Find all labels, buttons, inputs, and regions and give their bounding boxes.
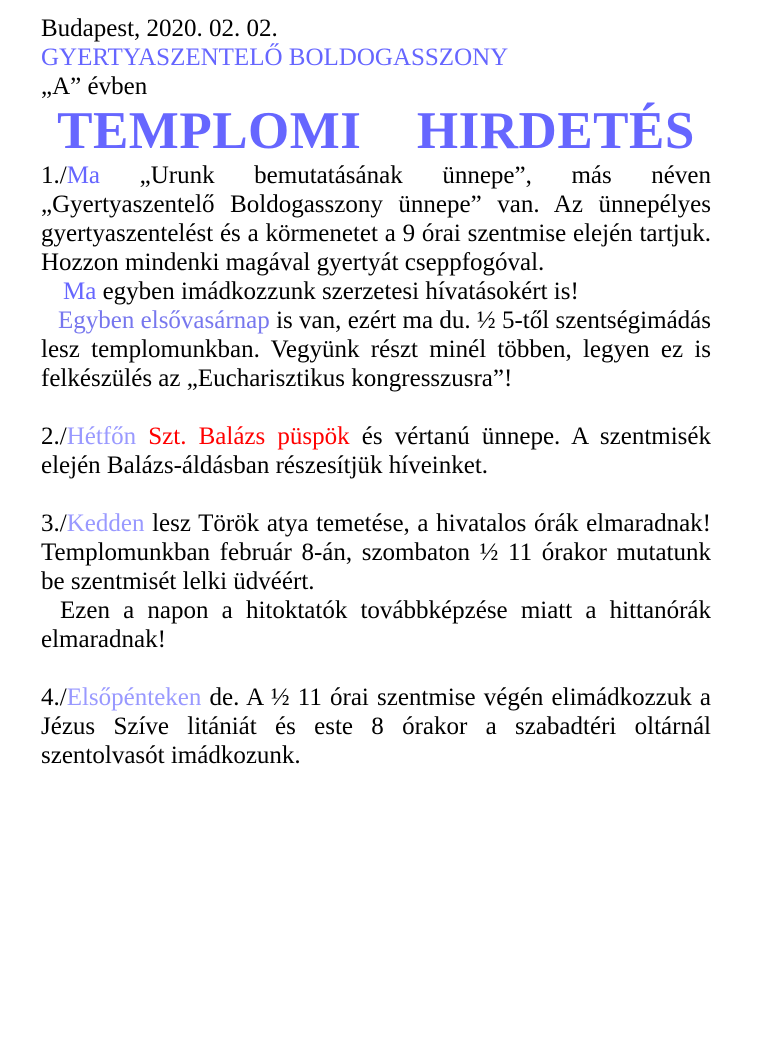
- spacer: [41, 654, 711, 683]
- item-keyword: Ma: [66, 162, 101, 189]
- item-keyword: Kedden: [66, 510, 145, 537]
- item-text: is van, ezért ma du. ½ 5-től szentségimádás lesz templomunkban. Vegyünk részt minél többen, legyen ez is felkészülés az „Eucharisztikus kongresszusra”!: [41, 307, 711, 392]
- item-keyword: Ma: [63, 278, 97, 305]
- item-text: lesz Török atya temetése, a hivatalos órák elmaradnak! Templomunkban február 8-án, szombaton ½ 11 órakor mutatunk be szentmisét lelki üdvéért.: [41, 510, 711, 595]
- item-4: [41, 683, 711, 770]
- announcement-page: [41, 14, 711, 770]
- item-1-sub-2: [41, 306, 711, 393]
- item-3-sub: [41, 596, 711, 654]
- item-text: és vértanú ünnepe. A szentmisék elején Balázs-áldásban részesítjük híveinket.: [41, 423, 711, 479]
- feast-name: GYERTYASZENTELŐ BOLDOGASSZONY: [41, 44, 509, 71]
- spacer: [41, 393, 711, 422]
- item-text: „Urunk bemutatásának ünnepe”, más néven „Gyertyaszentelő Boldogasszony ünnepe” van. Az ünnepélyes gyertyaszentelést és a körmenetet a 9 órai szentmise elején tartjuk. Hozzon mindenki magával gyertyát cseppfogóval.: [41, 162, 711, 276]
- item-3: [41, 509, 711, 596]
- item-1: [41, 161, 711, 277]
- item-1-sub-1: [41, 277, 711, 306]
- item-text: egyben imádkozzunk szerzetesi hívatásokért is!: [96, 278, 579, 305]
- item-number: 1./: [41, 162, 67, 189]
- date-line: Budapest, 2020. 02. 02.: [41, 15, 278, 42]
- spacer: [41, 480, 711, 509]
- item-number: 3./: [41, 510, 67, 537]
- item-text: de. A ½ 11 órai szentmise végén elimádkozzuk a Jézus Szíve litániát és este 8 órakor a szabadtéri oltárnál szentolvasót imádkozunk.: [41, 684, 711, 769]
- liturgical-year: „A” évben: [41, 73, 148, 100]
- item-2: [41, 422, 711, 480]
- item-keyword: Egyben elsővasárnap: [58, 307, 270, 334]
- page-title: TEMPLOMI HIRDETÉS: [57, 102, 695, 160]
- item-text: Ezen a napon a hitoktatók továbbképzése miatt a hittanórák elmaradnak!: [41, 597, 711, 653]
- item-keyword: Elsőpénteken: [66, 684, 202, 711]
- item-number: 4./: [41, 684, 67, 711]
- item-number: 2./: [41, 423, 67, 450]
- item-highlight: Szt. Balázs püspök: [148, 423, 350, 450]
- item-keyword: Hétfőn: [66, 423, 137, 450]
